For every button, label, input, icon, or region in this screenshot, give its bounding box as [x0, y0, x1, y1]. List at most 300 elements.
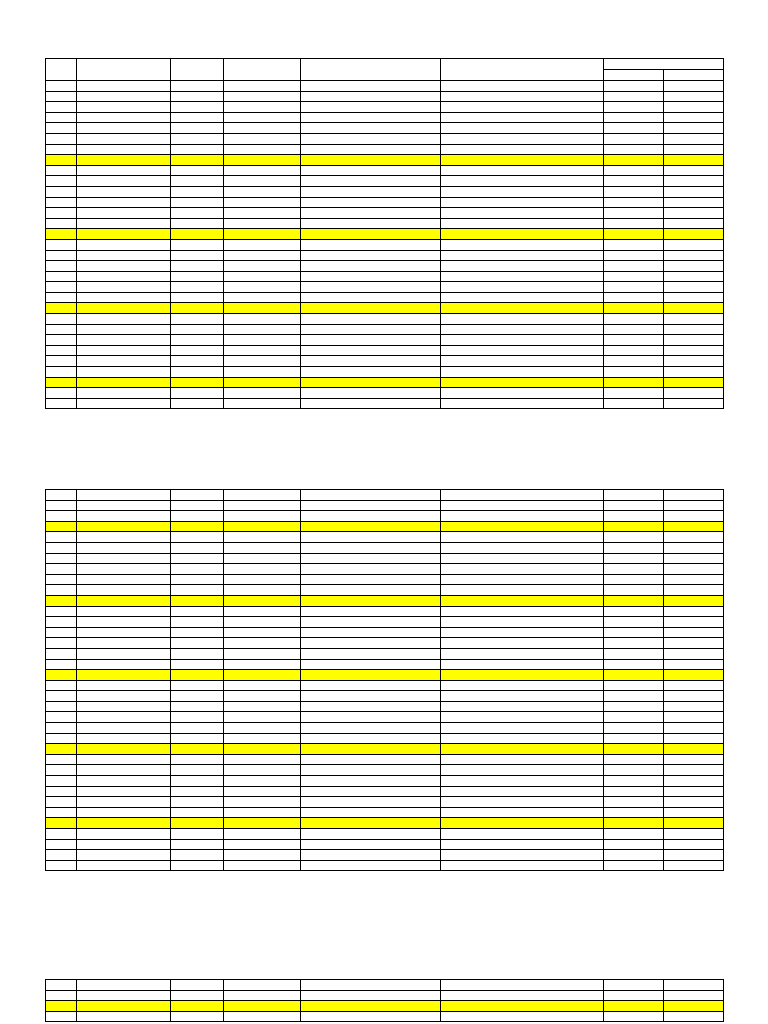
- table-cell[interactable]: [664, 564, 724, 575]
- table-cell[interactable]: [604, 797, 664, 808]
- table-cell[interactable]: [604, 197, 664, 208]
- table-cell[interactable]: [171, 356, 224, 367]
- table-cell[interactable]: [77, 356, 171, 367]
- table-cell[interactable]: [171, 133, 224, 144]
- table-cell[interactable]: [224, 585, 301, 596]
- table-cell[interactable]: [171, 723, 224, 734]
- table-cell[interactable]: [664, 585, 724, 596]
- table-cell[interactable]: [664, 680, 724, 691]
- table-cell[interactable]: [604, 839, 664, 850]
- table-cell[interactable]: [77, 490, 171, 501]
- table-cell[interactable]: [604, 314, 664, 325]
- table-cell[interactable]: [664, 91, 724, 102]
- table-cell[interactable]: [171, 176, 224, 187]
- table-cell[interactable]: [224, 564, 301, 575]
- table-cell[interactable]: [604, 701, 664, 712]
- table-cell[interactable]: [224, 271, 301, 282]
- table-cell[interactable]: [224, 542, 301, 553]
- table-cell[interactable]: [46, 638, 77, 649]
- table-cell[interactable]: [301, 345, 441, 356]
- table-cell[interactable]: [301, 733, 441, 744]
- table-cell[interactable]: [77, 701, 171, 712]
- table-cell[interactable]: [77, 271, 171, 282]
- table-cell[interactable]: [604, 585, 664, 596]
- table-cell[interactable]: [77, 829, 171, 840]
- table-cell[interactable]: [224, 345, 301, 356]
- table-cell[interactable]: [77, 112, 171, 123]
- table-cell[interactable]: [441, 754, 604, 765]
- table-cell[interactable]: [441, 990, 604, 1001]
- table-cell[interactable]: [664, 165, 724, 176]
- table-cell[interactable]: [441, 250, 604, 261]
- table-cell[interactable]: [171, 733, 224, 744]
- table-cell[interactable]: [604, 670, 664, 681]
- table-cell[interactable]: [224, 133, 301, 144]
- table-cell[interactable]: [77, 1011, 171, 1022]
- table-cell[interactable]: [224, 282, 301, 293]
- table-cell[interactable]: [46, 229, 77, 240]
- table-cell[interactable]: [604, 356, 664, 367]
- table-cell[interactable]: [441, 712, 604, 723]
- table-cell[interactable]: [441, 388, 604, 399]
- table-cell[interactable]: [664, 712, 724, 723]
- table-cell[interactable]: [171, 314, 224, 325]
- table-cell[interactable]: [441, 638, 604, 649]
- table-cell[interactable]: [441, 356, 604, 367]
- table-cell[interactable]: [77, 606, 171, 617]
- table-cell[interactable]: [224, 860, 301, 871]
- table-cell[interactable]: [171, 818, 224, 829]
- table-cell[interactable]: [46, 314, 77, 325]
- table-cell[interactable]: [224, 292, 301, 303]
- table-cell[interactable]: [171, 155, 224, 166]
- table-cell[interactable]: [441, 303, 604, 314]
- table-cell[interactable]: [604, 691, 664, 702]
- table-cell[interactable]: [301, 490, 441, 501]
- table-cell[interactable]: [171, 839, 224, 850]
- table-cell[interactable]: [224, 606, 301, 617]
- table-cell[interactable]: [441, 123, 604, 134]
- table-cell[interactable]: [664, 839, 724, 850]
- table-cell[interactable]: [301, 521, 441, 532]
- table-cell[interactable]: [46, 595, 77, 606]
- table-cell[interactable]: [46, 250, 77, 261]
- table-cell[interactable]: [441, 1001, 604, 1012]
- table-cell[interactable]: [46, 733, 77, 744]
- table-cell[interactable]: [171, 670, 224, 681]
- table-cell[interactable]: [664, 797, 724, 808]
- table-cell[interactable]: [604, 490, 664, 501]
- table-cell[interactable]: [46, 165, 77, 176]
- table-cell[interactable]: [77, 659, 171, 670]
- table-cell[interactable]: [46, 691, 77, 702]
- table-cell[interactable]: [77, 807, 171, 818]
- table-cell[interactable]: [224, 786, 301, 797]
- table-cell[interactable]: [604, 367, 664, 378]
- table-cell[interactable]: [77, 744, 171, 755]
- table-cell[interactable]: [77, 239, 171, 250]
- table-cell[interactable]: [441, 1011, 604, 1022]
- header-cell[interactable]: [441, 59, 604, 81]
- table-cell[interactable]: [77, 553, 171, 564]
- table-cell[interactable]: [46, 627, 77, 638]
- table-cell[interactable]: [77, 670, 171, 681]
- table-cell[interactable]: [224, 744, 301, 755]
- table-cell[interactable]: [664, 367, 724, 378]
- table-cell[interactable]: [604, 712, 664, 723]
- table-cell[interactable]: [664, 511, 724, 522]
- header-cell[interactable]: [301, 59, 441, 81]
- table-cell[interactable]: [77, 521, 171, 532]
- table-cell[interactable]: [224, 627, 301, 638]
- table-cell[interactable]: [77, 197, 171, 208]
- table-cell[interactable]: [441, 144, 604, 155]
- table-cell[interactable]: [441, 818, 604, 829]
- table-cell[interactable]: [301, 500, 441, 511]
- table-cell[interactable]: [301, 553, 441, 564]
- table-cell[interactable]: [301, 670, 441, 681]
- table-cell[interactable]: [171, 617, 224, 628]
- table-cell[interactable]: [301, 712, 441, 723]
- table-cell[interactable]: [664, 617, 724, 628]
- table-cell[interactable]: [77, 500, 171, 511]
- table-cell[interactable]: [604, 102, 664, 113]
- table-cell[interactable]: [604, 218, 664, 229]
- table-cell[interactable]: [301, 197, 441, 208]
- table-cell[interactable]: [77, 165, 171, 176]
- header-group-cell[interactable]: [604, 59, 724, 70]
- table-cell[interactable]: [664, 123, 724, 134]
- table-cell[interactable]: [664, 271, 724, 282]
- table-cell[interactable]: [301, 860, 441, 871]
- table-cell[interactable]: [664, 765, 724, 776]
- table-cell[interactable]: [664, 850, 724, 861]
- table-cell[interactable]: [604, 595, 664, 606]
- table-cell[interactable]: [77, 377, 171, 388]
- table-cell[interactable]: [171, 197, 224, 208]
- table-cell[interactable]: [46, 186, 77, 197]
- table-cell[interactable]: [46, 606, 77, 617]
- table-cell[interactable]: [46, 980, 77, 991]
- table-cell[interactable]: [664, 335, 724, 346]
- table-cell[interactable]: [171, 1011, 224, 1022]
- table-cell[interactable]: [171, 81, 224, 92]
- table-cell[interactable]: [604, 980, 664, 991]
- table-cell[interactable]: [441, 744, 604, 755]
- table-cell[interactable]: [77, 102, 171, 113]
- table-cell[interactable]: [171, 807, 224, 818]
- table-cell[interactable]: [171, 542, 224, 553]
- table-cell[interactable]: [224, 553, 301, 564]
- table-cell[interactable]: [224, 261, 301, 272]
- table-cell[interactable]: [664, 1011, 724, 1022]
- table-cell[interactable]: [441, 574, 604, 585]
- table-cell[interactable]: [171, 765, 224, 776]
- table-cell[interactable]: [301, 324, 441, 335]
- table-cell[interactable]: [664, 990, 724, 1001]
- table-cell[interactable]: [224, 797, 301, 808]
- table-cell[interactable]: [441, 398, 604, 409]
- table-cell[interactable]: [224, 229, 301, 240]
- table-cell[interactable]: [441, 542, 604, 553]
- table-cell[interactable]: [171, 521, 224, 532]
- table-cell[interactable]: [77, 574, 171, 585]
- table-cell[interactable]: [604, 786, 664, 797]
- table-cell[interactable]: [224, 839, 301, 850]
- table-cell[interactable]: [46, 574, 77, 585]
- table-cell[interactable]: [171, 659, 224, 670]
- table-cell[interactable]: [301, 648, 441, 659]
- table-cell[interactable]: [441, 606, 604, 617]
- table-cell[interactable]: [77, 367, 171, 378]
- table-cell[interactable]: [301, 627, 441, 638]
- table-cell[interactable]: [664, 218, 724, 229]
- table-cell[interactable]: [664, 574, 724, 585]
- table-cell[interactable]: [604, 186, 664, 197]
- table-cell[interactable]: [441, 335, 604, 346]
- table-cell[interactable]: [441, 691, 604, 702]
- table-cell[interactable]: [604, 818, 664, 829]
- table-cell[interactable]: [171, 701, 224, 712]
- table-cell[interactable]: [604, 144, 664, 155]
- header-subcell[interactable]: [664, 70, 724, 81]
- table-cell[interactable]: [664, 186, 724, 197]
- table-cell[interactable]: [171, 112, 224, 123]
- table-cell[interactable]: [441, 314, 604, 325]
- table-cell[interactable]: [664, 81, 724, 92]
- table-cell[interactable]: [77, 765, 171, 776]
- table-cell[interactable]: [171, 335, 224, 346]
- table-cell[interactable]: [301, 314, 441, 325]
- table-cell[interactable]: [664, 208, 724, 219]
- table-cell[interactable]: [664, 155, 724, 166]
- table-cell[interactable]: [301, 165, 441, 176]
- table-cell[interactable]: [441, 765, 604, 776]
- table-cell[interactable]: [46, 324, 77, 335]
- table-cell[interactable]: [604, 511, 664, 522]
- table-cell[interactable]: [604, 165, 664, 176]
- table-cell[interactable]: [77, 208, 171, 219]
- table-cell[interactable]: [604, 553, 664, 564]
- table-cell[interactable]: [171, 850, 224, 861]
- table-cell[interactable]: [46, 356, 77, 367]
- table-cell[interactable]: [604, 81, 664, 92]
- table-cell[interactable]: [441, 776, 604, 787]
- table-cell[interactable]: [664, 542, 724, 553]
- table-cell[interactable]: [171, 282, 224, 293]
- table-cell[interactable]: [171, 165, 224, 176]
- table-cell[interactable]: [171, 229, 224, 240]
- table-cell[interactable]: [224, 165, 301, 176]
- table-cell[interactable]: [441, 648, 604, 659]
- table-cell[interactable]: [46, 1001, 77, 1012]
- table-cell[interactable]: [664, 807, 724, 818]
- table-cell[interactable]: [604, 850, 664, 861]
- table-cell[interactable]: [224, 324, 301, 335]
- table-cell[interactable]: [171, 627, 224, 638]
- table-cell[interactable]: [46, 303, 77, 314]
- table-cell[interactable]: [664, 303, 724, 314]
- table-cell[interactable]: [301, 839, 441, 850]
- table-cell[interactable]: [224, 91, 301, 102]
- table-cell[interactable]: [441, 176, 604, 187]
- table-cell[interactable]: [604, 521, 664, 532]
- table-cell[interactable]: [171, 208, 224, 219]
- table-cell[interactable]: [77, 786, 171, 797]
- table-cell[interactable]: [301, 765, 441, 776]
- table-cell[interactable]: [46, 648, 77, 659]
- table-cell[interactable]: [171, 585, 224, 596]
- table-cell[interactable]: [604, 542, 664, 553]
- table-cell[interactable]: [46, 176, 77, 187]
- table-cell[interactable]: [46, 659, 77, 670]
- table-cell[interactable]: [604, 324, 664, 335]
- table-cell[interactable]: [441, 271, 604, 282]
- table-cell[interactable]: [604, 659, 664, 670]
- table-cell[interactable]: [301, 691, 441, 702]
- table-cell[interactable]: [301, 292, 441, 303]
- table-cell[interactable]: [301, 112, 441, 123]
- table-cell[interactable]: [171, 303, 224, 314]
- table-cell[interactable]: [664, 133, 724, 144]
- table-cell[interactable]: [664, 314, 724, 325]
- table-cell[interactable]: [441, 521, 604, 532]
- table-cell[interactable]: [664, 229, 724, 240]
- table-cell[interactable]: [301, 303, 441, 314]
- table-cell[interactable]: [664, 744, 724, 755]
- table-cell[interactable]: [604, 261, 664, 272]
- table-cell[interactable]: [224, 500, 301, 511]
- table-cell[interactable]: [301, 638, 441, 649]
- table-cell[interactable]: [441, 102, 604, 113]
- table-cell[interactable]: [224, 701, 301, 712]
- table-cell[interactable]: [441, 292, 604, 303]
- table-cell[interactable]: [46, 585, 77, 596]
- table-cell[interactable]: [171, 744, 224, 755]
- table-cell[interactable]: [301, 786, 441, 797]
- table-cell[interactable]: [224, 648, 301, 659]
- table-cell[interactable]: [171, 144, 224, 155]
- table-cell[interactable]: [604, 250, 664, 261]
- table-cell[interactable]: [171, 553, 224, 564]
- table-cell[interactable]: [301, 595, 441, 606]
- table-cell[interactable]: [224, 850, 301, 861]
- table-cell[interactable]: [171, 754, 224, 765]
- table-cell[interactable]: [301, 398, 441, 409]
- table-cell[interactable]: [46, 553, 77, 564]
- table-cell[interactable]: [77, 398, 171, 409]
- table-cell[interactable]: [301, 335, 441, 346]
- table-cell[interactable]: [46, 123, 77, 134]
- table-cell[interactable]: [604, 155, 664, 166]
- table-cell[interactable]: [604, 388, 664, 399]
- table-cell[interactable]: [604, 91, 664, 102]
- table-cell[interactable]: [441, 733, 604, 744]
- table-cell[interactable]: [441, 165, 604, 176]
- table-cell[interactable]: [301, 1011, 441, 1022]
- table-cell[interactable]: [46, 377, 77, 388]
- table-cell[interactable]: [604, 532, 664, 543]
- table-cell[interactable]: [441, 807, 604, 818]
- table-cell[interactable]: [301, 377, 441, 388]
- table-cell[interactable]: [46, 850, 77, 861]
- table-cell[interactable]: [604, 990, 664, 1001]
- table-cell[interactable]: [604, 335, 664, 346]
- table-cell[interactable]: [46, 829, 77, 840]
- table-cell[interactable]: [46, 271, 77, 282]
- table-cell[interactable]: [77, 617, 171, 628]
- table-cell[interactable]: [604, 860, 664, 871]
- table-cell[interactable]: [441, 261, 604, 272]
- table-cell[interactable]: [441, 500, 604, 511]
- table-cell[interactable]: [441, 367, 604, 378]
- table-cell[interactable]: [224, 595, 301, 606]
- table-cell[interactable]: [171, 680, 224, 691]
- table-cell[interactable]: [301, 511, 441, 522]
- table-cell[interactable]: [301, 186, 441, 197]
- table-cell[interactable]: [441, 208, 604, 219]
- table-cell[interactable]: [301, 176, 441, 187]
- table-cell[interactable]: [224, 155, 301, 166]
- table-cell[interactable]: [441, 81, 604, 92]
- table-cell[interactable]: [46, 701, 77, 712]
- table-cell[interactable]: [224, 112, 301, 123]
- table-cell[interactable]: [46, 292, 77, 303]
- table-cell[interactable]: [664, 500, 724, 511]
- table-cell[interactable]: [604, 133, 664, 144]
- table-cell[interactable]: [604, 500, 664, 511]
- table-cell[interactable]: [604, 776, 664, 787]
- table-cell[interactable]: [301, 754, 441, 765]
- table-cell[interactable]: [77, 176, 171, 187]
- table-cell[interactable]: [77, 261, 171, 272]
- table-cell[interactable]: [301, 542, 441, 553]
- table-cell[interactable]: [171, 398, 224, 409]
- table-cell[interactable]: [301, 356, 441, 367]
- table-cell[interactable]: [171, 261, 224, 272]
- table-cell[interactable]: [664, 176, 724, 187]
- table-cell[interactable]: [171, 490, 224, 501]
- table-cell[interactable]: [46, 91, 77, 102]
- table-cell[interactable]: [224, 511, 301, 522]
- table-cell[interactable]: [441, 239, 604, 250]
- table-cell[interactable]: [301, 723, 441, 734]
- table-cell[interactable]: [46, 208, 77, 219]
- table-cell[interactable]: [664, 595, 724, 606]
- table-cell[interactable]: [604, 606, 664, 617]
- table-cell[interactable]: [664, 553, 724, 564]
- table-cell[interactable]: [301, 271, 441, 282]
- table-cell[interactable]: [46, 532, 77, 543]
- table-cell[interactable]: [46, 839, 77, 850]
- table-cell[interactable]: [301, 585, 441, 596]
- table-cell[interactable]: [171, 388, 224, 399]
- table-cell[interactable]: [77, 292, 171, 303]
- table-cell[interactable]: [171, 691, 224, 702]
- table-cell[interactable]: [664, 532, 724, 543]
- table-cell[interactable]: [224, 197, 301, 208]
- table-cell[interactable]: [301, 990, 441, 1001]
- table-cell[interactable]: [441, 797, 604, 808]
- table-cell[interactable]: [664, 691, 724, 702]
- table-cell[interactable]: [77, 133, 171, 144]
- table-cell[interactable]: [604, 564, 664, 575]
- table-cell[interactable]: [301, 367, 441, 378]
- table-cell[interactable]: [301, 829, 441, 840]
- table-cell[interactable]: [664, 197, 724, 208]
- table-cell[interactable]: [77, 532, 171, 543]
- table-cell[interactable]: [604, 377, 664, 388]
